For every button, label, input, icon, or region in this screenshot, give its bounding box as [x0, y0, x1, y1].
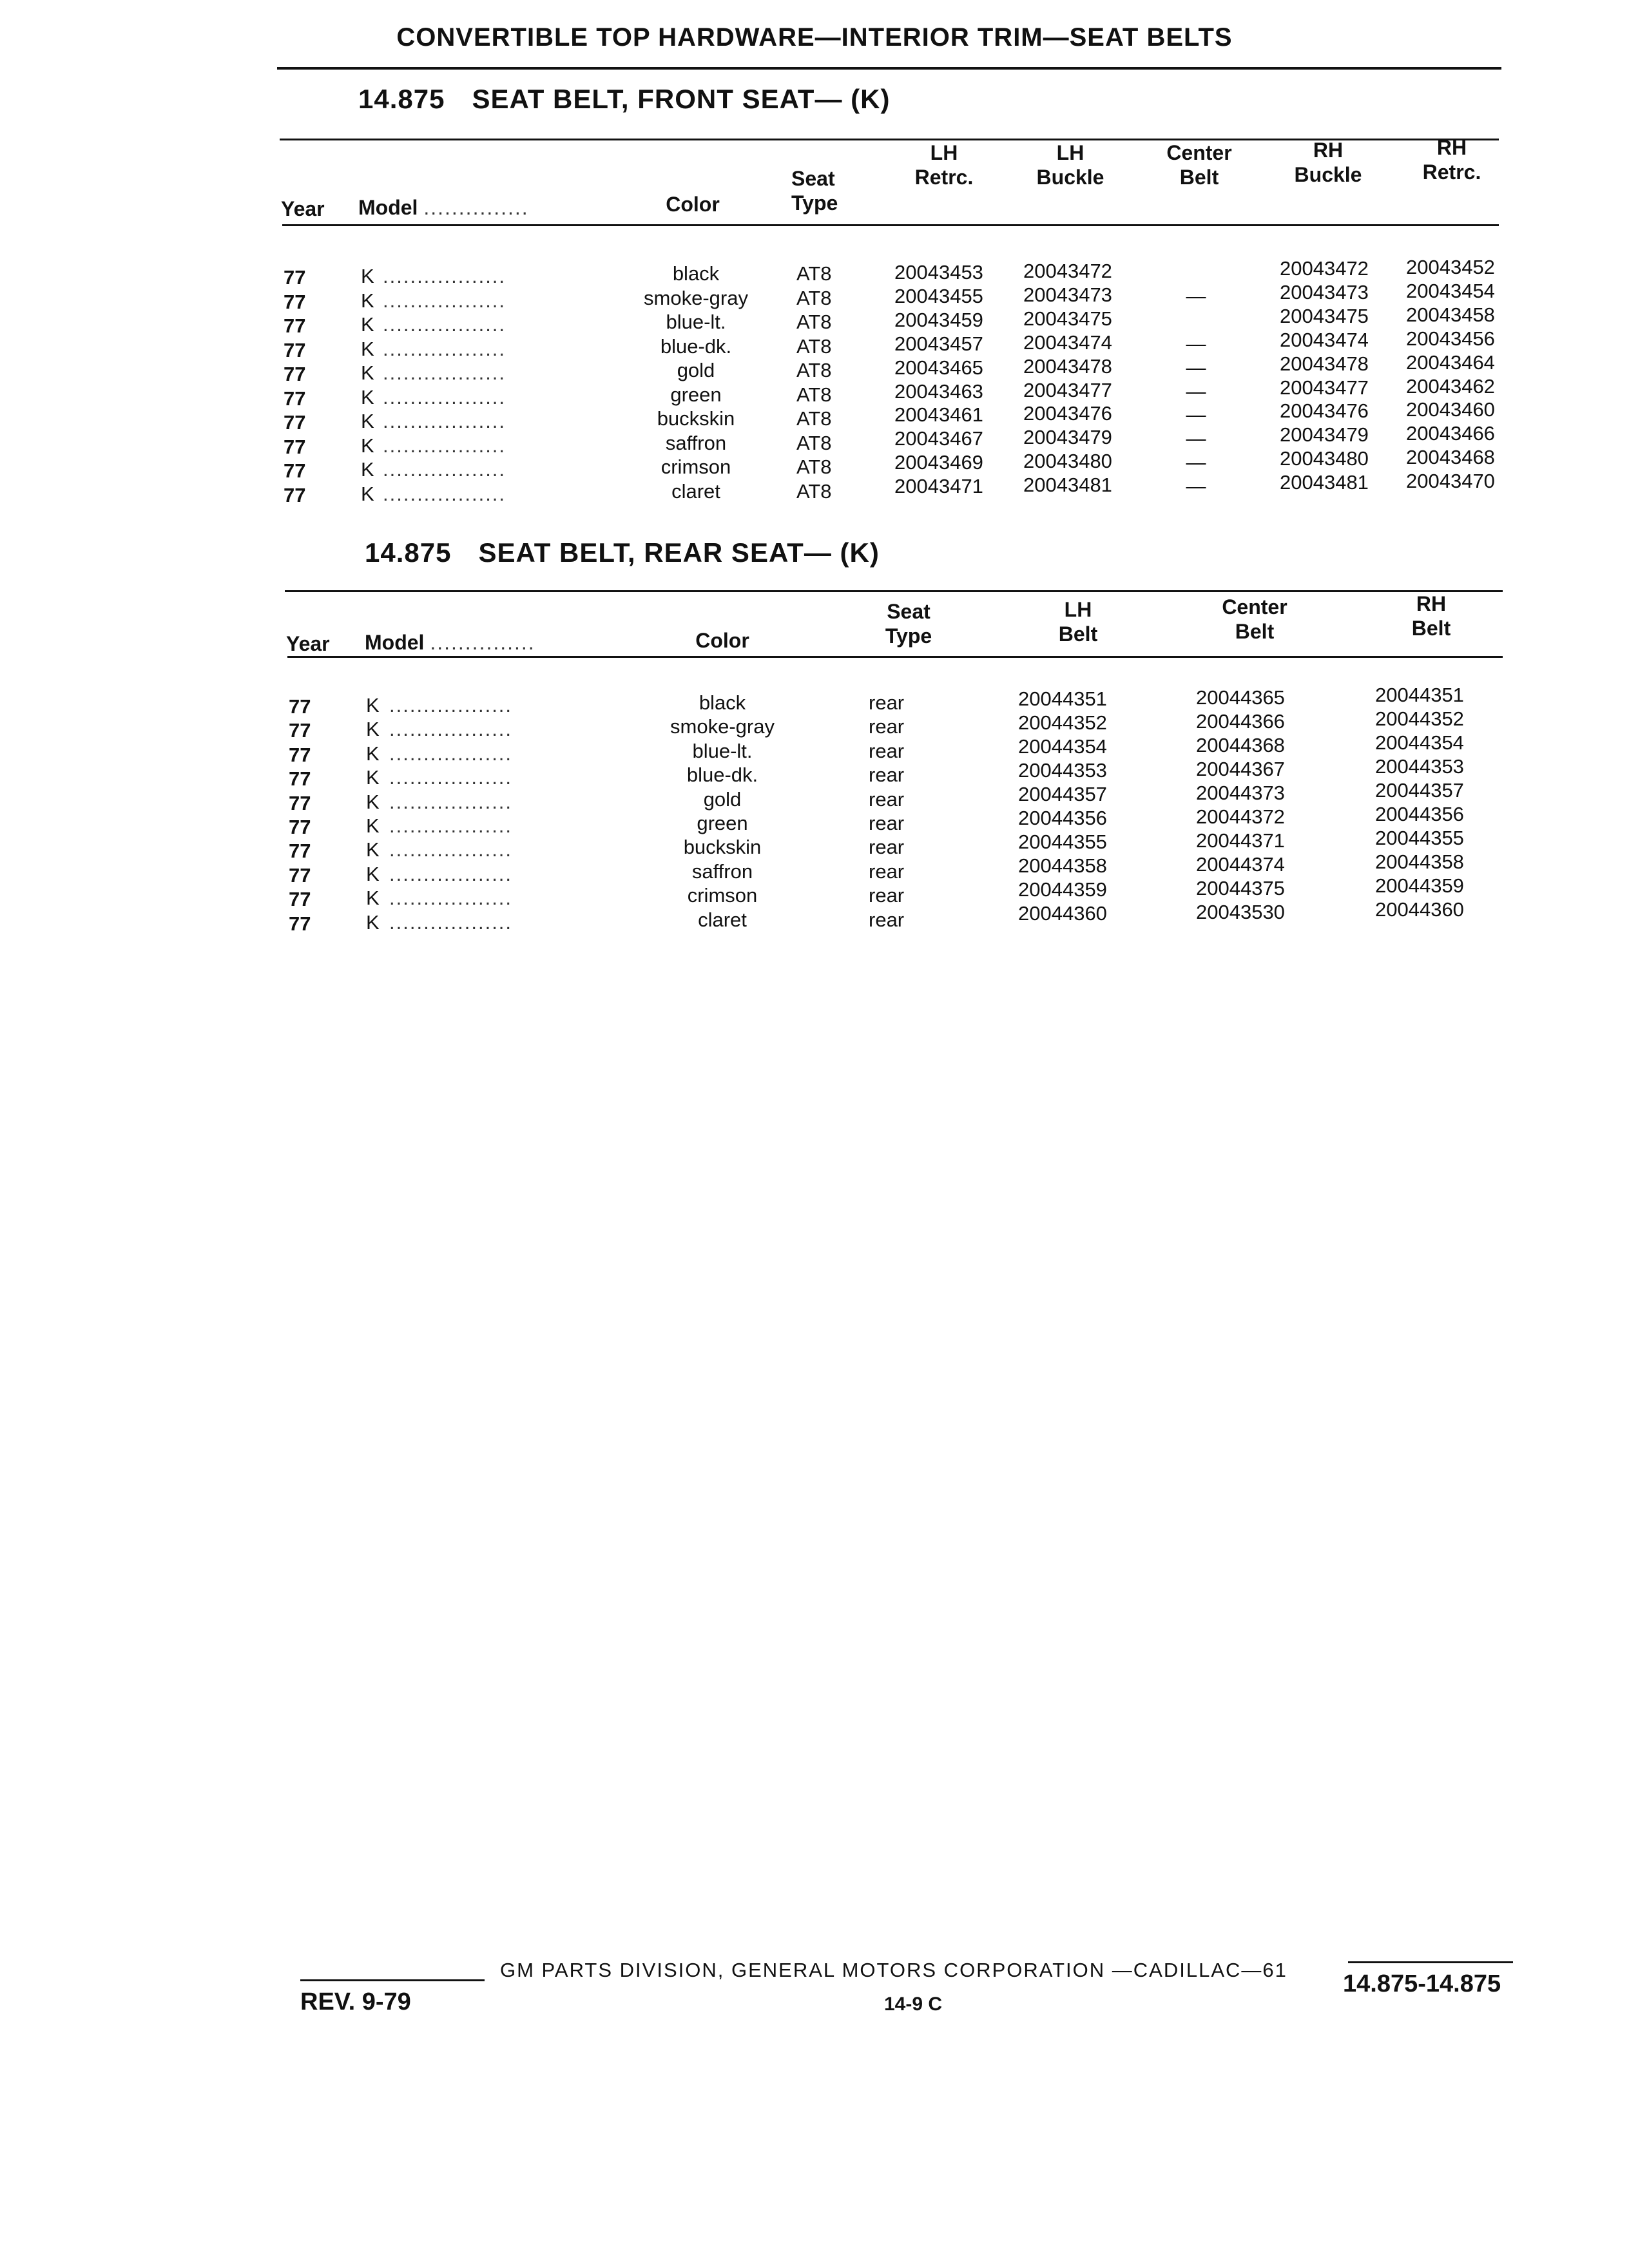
front-row-lh-retrc: 20043471 — [894, 475, 983, 498]
leader-dots: .................. — [389, 718, 513, 741]
front-row-seat-type: AT8 — [796, 359, 832, 381]
front-row-year: 77 — [284, 411, 306, 434]
front-header-lh-retrc-2: Retrc. — [914, 166, 974, 189]
rear-header-seat: Seat — [887, 600, 930, 623]
footer-page-code: 14-9 C — [884, 1994, 943, 2015]
front-row-rh-retrc: 20043454 — [1406, 279, 1495, 302]
front-header-lh-retrc — [902, 140, 986, 189]
leader-dots: .................. — [383, 434, 506, 457]
rear-row-seat-type: rear — [869, 884, 905, 907]
rear-row-model: K — [366, 887, 380, 910]
front-header-rh-buckle-1: RH — [1313, 139, 1344, 162]
leader-dots: .................. — [383, 289, 506, 312]
front-header-center-belt-1: Center — [1166, 141, 1232, 164]
front-row-seat-type: AT8 — [796, 262, 832, 285]
rear-row-lh-belt: 20044357 — [1018, 783, 1107, 805]
rear-row-center-belt: 20044366 — [1196, 710, 1285, 733]
front-row-year: 77 — [284, 387, 306, 410]
front-row-model: K — [361, 361, 374, 384]
leader-dots: .................. — [383, 482, 506, 505]
front-row-seat-type: AT8 — [796, 407, 832, 430]
front-row-color: green — [670, 383, 722, 406]
front-header-lh-retrc-1: LH — [930, 141, 958, 164]
rear-row-lh-belt: 20044354 — [1018, 735, 1107, 758]
rear-section-number: 14.875 — [365, 537, 452, 568]
rear-row-year: 77 — [289, 863, 311, 887]
rear-row-model: K — [366, 790, 380, 813]
rear-row-model: K — [366, 862, 380, 885]
front-row-lh-buckle: 20043477 — [1023, 378, 1112, 401]
rear-row-color: black — [699, 691, 746, 714]
rear-row-lh-belt: 20044356 — [1018, 807, 1107, 829]
front-row-lh-buckle: 20043479 — [1023, 426, 1112, 449]
rear-header-center-belt-1: Center — [1222, 595, 1287, 619]
front-row-seat-type: AT8 — [796, 456, 832, 478]
leader-dots: .................. — [383, 337, 506, 360]
front-row-seat-type: AT8 — [796, 286, 832, 309]
rear-row-model: K — [366, 838, 380, 861]
front-row-model: K — [361, 337, 374, 360]
front-header-type: Type — [791, 191, 838, 215]
rear-row-rh-belt: 20044353 — [1375, 755, 1464, 778]
front-row-center-belt: — — [1186, 380, 1206, 403]
front-row-model: K — [361, 385, 374, 408]
rear-row-model: K — [366, 910, 380, 934]
front-row-model: K — [361, 458, 374, 481]
rear-row-seat-type: rear — [869, 787, 905, 811]
leader-dots: .................. — [389, 742, 513, 765]
front-row-year: 77 — [284, 483, 306, 506]
rear-row-model: K — [366, 766, 380, 789]
page-title: CONVERTIBLE TOP HARDWARE—INTERIOR TRIM—SEAT BELTS — [396, 23, 1233, 52]
front-row-rh-buckle: 20043481 — [1280, 471, 1369, 494]
front-row-lh-retrc: 20043457 — [894, 332, 983, 355]
leader-dots: .................. — [383, 313, 506, 336]
front-row-rh-retrc: 20043470 — [1406, 470, 1495, 493]
rear-row-rh-belt: 20044358 — [1375, 850, 1464, 873]
front-row-lh-retrc: 20043463 — [894, 380, 983, 403]
front-row-year: 77 — [284, 459, 306, 482]
rear-header-center-belt — [1213, 595, 1296, 644]
rear-row-color: saffron — [691, 860, 753, 883]
front-row-lh-buckle: 20043474 — [1023, 331, 1112, 354]
rear-row-rh-belt: 20044352 — [1375, 707, 1464, 730]
rear-row-seat-type: rear — [869, 860, 905, 883]
front-row-rh-buckle: 20043478 — [1280, 352, 1369, 375]
rear-row-color: gold — [703, 787, 742, 811]
front-row-rh-buckle: 20043479 — [1280, 423, 1369, 447]
front-row-rh-retrc: 20043452 — [1406, 256, 1495, 278]
rear-row-seat-type: rear — [869, 715, 905, 738]
rear-row-seat-type: rear — [869, 764, 905, 787]
leader-dots: .................. — [389, 790, 513, 813]
rear-header-model-label: Model — [365, 631, 425, 654]
rear-row-year: 77 — [289, 719, 311, 742]
footer-publisher: GM PARTS DIVISION, GENERAL MOTORS CORPORATION —CADILLAC—61 — [500, 1959, 1287, 1981]
front-row-color: gold — [677, 359, 715, 381]
front-row-color: blue-lt. — [666, 311, 726, 333]
rear-row-color: claret — [698, 908, 747, 931]
front-row-rh-retrc: 20043466 — [1406, 422, 1495, 445]
front-row-seat-type: AT8 — [796, 431, 832, 454]
rear-header-color: Color — [695, 629, 749, 652]
front-row-model: K — [361, 265, 374, 287]
front-row-rh-retrc: 20043462 — [1406, 374, 1495, 398]
rear-header-rh-belt-1: RH — [1416, 592, 1447, 615]
footer-revision: REV. 9-79 — [300, 1988, 411, 2015]
rear-row-color: smoke-gray — [670, 715, 775, 738]
rear-row-center-belt: 20044373 — [1196, 782, 1285, 804]
rear-section-name: SEAT BELT, REAR SEAT— (K) — [478, 537, 880, 568]
rear-row-color: blue-lt. — [692, 739, 753, 762]
front-row-rh-buckle: 20043475 — [1280, 304, 1369, 327]
front-row-model: K — [361, 313, 374, 336]
rear-row-center-belt: 20044375 — [1196, 877, 1285, 899]
leader-dots: .................. — [383, 385, 506, 408]
rear-row-year: 77 — [289, 695, 311, 718]
front-row-model: K — [361, 434, 374, 457]
leader-dots: .................. — [389, 887, 513, 910]
front-row-rh-buckle: 20043472 — [1280, 257, 1369, 280]
rear-row-center-belt: 20044365 — [1196, 686, 1285, 709]
front-header-lh-buckle-1: LH — [1056, 141, 1084, 164]
front-row-year: 77 — [284, 266, 306, 289]
rear-header-top-rule — [285, 590, 1503, 592]
front-row-model: K — [361, 289, 374, 312]
rear-row-color: crimson — [687, 884, 758, 907]
front-row-center-belt: — — [1186, 332, 1206, 355]
front-row-lh-retrc: 20043469 — [894, 451, 983, 474]
front-row-center-belt: — — [1186, 356, 1206, 379]
front-row-rh-retrc: 20043456 — [1406, 327, 1495, 350]
rear-row-rh-belt: 20044354 — [1375, 731, 1464, 754]
rear-row-center-belt: 20044371 — [1196, 829, 1285, 852]
front-header-color: Color — [666, 193, 720, 216]
rear-row-rh-belt: 20044359 — [1375, 874, 1464, 897]
rear-row-lh-belt: 20044358 — [1018, 854, 1107, 877]
front-header-year: Year — [281, 197, 325, 220]
rear-row-year: 77 — [289, 888, 311, 911]
front-row-year: 77 — [284, 363, 306, 385]
rear-row-year: 77 — [289, 912, 311, 935]
front-row-rh-buckle: 20043474 — [1280, 328, 1369, 351]
leader-dots: .................. — [389, 814, 513, 837]
rear-row-lh-belt: 20044360 — [1018, 902, 1107, 925]
front-row-color: crimson — [660, 456, 731, 478]
front-header-rh-retrc-1: RH — [1436, 136, 1467, 159]
rear-row-rh-belt: 20044355 — [1375, 827, 1464, 849]
rear-header-lh-belt — [1036, 597, 1120, 646]
leader-dots: .................. — [383, 361, 506, 384]
front-row-year: 77 — [284, 435, 306, 458]
front-row-year: 77 — [284, 338, 306, 361]
front-row-seat-type: AT8 — [796, 311, 832, 333]
front-row-rh-buckle: 20043477 — [1280, 376, 1369, 399]
rear-header-lh-belt-2: Belt — [1058, 622, 1098, 646]
front-header-rh-retrc — [1410, 135, 1494, 184]
front-row-year: 77 — [284, 314, 306, 337]
front-header-seat: Seat — [791, 167, 835, 190]
front-row-color: saffron — [665, 431, 727, 454]
leader-dots: .................. — [389, 910, 513, 934]
front-header-bottom-rule — [282, 224, 1499, 226]
front-header-center-belt — [1157, 140, 1241, 189]
rear-row-model: K — [366, 742, 380, 765]
front-row-lh-retrc: 20043461 — [894, 403, 983, 427]
rear-header-lh-belt-1: LH — [1064, 598, 1092, 621]
front-header-lh-buckle-2: Buckle — [1036, 166, 1104, 189]
front-header-lh-buckle — [1028, 140, 1112, 189]
leader-dots: .................. — [389, 838, 513, 861]
front-header-rh-buckle — [1286, 138, 1370, 187]
rear-row-model: K — [366, 814, 380, 837]
front-row-lh-buckle: 20043475 — [1023, 307, 1112, 330]
front-row-seat-type: AT8 — [796, 383, 832, 406]
rear-header-model — [365, 630, 535, 655]
rear-row-seat-type: rear — [869, 739, 905, 762]
rear-header-seat-type — [867, 599, 950, 648]
front-row-rh-retrc: 20043464 — [1406, 351, 1495, 374]
leader-dots: .................. — [383, 458, 506, 481]
rear-row-lh-belt: 20044359 — [1018, 878, 1107, 901]
rear-row-seat-type: rear — [869, 908, 905, 931]
rear-header-year: Year — [286, 632, 330, 655]
rear-row-seat-type: rear — [869, 836, 905, 859]
rear-row-model: K — [366, 718, 380, 741]
front-row-lh-buckle: 20043476 — [1023, 402, 1112, 425]
rear-section-title — [365, 537, 880, 568]
rear-row-lh-belt: 20044355 — [1018, 831, 1107, 853]
rear-row-lh-belt: 20044351 — [1018, 687, 1107, 710]
front-row-lh-retrc: 20043453 — [894, 261, 983, 284]
front-section-title — [358, 84, 890, 115]
front-header-center-belt-2: Belt — [1179, 166, 1219, 189]
front-header-model-dots: ............... — [423, 196, 529, 219]
rear-header-model-dots: ............... — [430, 631, 535, 654]
rear-row-center-belt: 20044368 — [1196, 734, 1285, 756]
rear-row-center-belt: 20044372 — [1196, 805, 1285, 828]
front-row-center-belt: — — [1186, 284, 1206, 307]
rear-row-lh-belt: 20044353 — [1018, 759, 1107, 782]
front-row-lh-buckle: 20043473 — [1023, 283, 1112, 306]
front-row-center-belt: — — [1186, 451, 1206, 474]
rear-header-center-belt-2: Belt — [1235, 620, 1275, 643]
front-row-model: K — [361, 410, 374, 432]
rear-row-year: 77 — [289, 767, 311, 791]
rear-row-color: buckskin — [683, 836, 762, 859]
footer-range: 14.875-14.875 — [1343, 1970, 1501, 1997]
front-row-year: 77 — [284, 290, 306, 313]
front-row-center-belt: — — [1186, 475, 1206, 498]
rear-row-model: K — [366, 694, 380, 716]
front-row-lh-buckle: 20043480 — [1023, 450, 1112, 473]
front-header-rh-retrc-2: Retrc. — [1422, 160, 1481, 184]
rear-row-center-belt: 20043530 — [1196, 901, 1285, 923]
leader-dots: .................. — [389, 862, 513, 885]
front-row-lh-retrc: 20043467 — [894, 427, 983, 450]
front-section-name: SEAT BELT, FRONT SEAT— (K) — [472, 84, 891, 114]
leader-dots: .................. — [383, 410, 506, 432]
rear-row-year: 77 — [289, 743, 311, 766]
front-row-rh-retrc: 20043468 — [1406, 446, 1495, 469]
rear-row-rh-belt: 20044357 — [1375, 779, 1464, 802]
rear-header-type: Type — [885, 624, 932, 648]
rear-row-color: blue-dk. — [686, 764, 758, 787]
rear-row-year: 77 — [289, 840, 311, 863]
front-row-color: claret — [671, 479, 720, 503]
rear-header-rh-belt-2: Belt — [1411, 617, 1451, 640]
rear-row-rh-belt: 20044356 — [1375, 803, 1464, 825]
rear-row-seat-type: rear — [869, 691, 905, 714]
front-row-rh-buckle: 20043473 — [1280, 280, 1369, 303]
front-row-seat-type: AT8 — [796, 334, 832, 358]
front-row-lh-buckle: 20043478 — [1023, 354, 1112, 378]
front-row-rh-retrc: 20043458 — [1406, 303, 1495, 326]
front-row-color: smoke-gray — [644, 286, 748, 309]
front-row-lh-retrc: 20043465 — [894, 356, 983, 379]
front-row-rh-retrc: 20043460 — [1406, 398, 1495, 421]
footer-left-rule — [300, 1979, 485, 1981]
leader-dots: .................. — [383, 265, 506, 287]
front-header-model — [358, 195, 529, 220]
rear-row-rh-belt: 20044360 — [1375, 898, 1464, 921]
leader-dots: .................. — [389, 766, 513, 789]
front-row-color: blue-dk. — [660, 334, 732, 358]
rear-row-center-belt: 20044367 — [1196, 758, 1285, 780]
front-row-lh-retrc: 20043459 — [894, 308, 983, 331]
rear-header-bottom-rule — [287, 656, 1503, 658]
rear-header-rh-belt — [1389, 591, 1473, 640]
rear-row-center-belt: 20044374 — [1196, 853, 1285, 876]
rear-row-seat-type: rear — [869, 812, 905, 834]
rear-row-year: 77 — [289, 816, 311, 838]
front-row-center-belt: — — [1186, 427, 1206, 450]
front-section-number: 14.875 — [358, 84, 445, 114]
front-row-color: buckskin — [657, 407, 735, 430]
rear-row-rh-belt: 20044351 — [1375, 684, 1464, 706]
leader-dots: .................. — [389, 694, 513, 716]
footer-right-rule-top — [1348, 1961, 1513, 1963]
front-row-lh-buckle: 20043472 — [1023, 260, 1112, 282]
front-row-color: black — [672, 262, 720, 285]
front-row-lh-retrc: 20043455 — [894, 284, 983, 307]
front-header-seat-type — [791, 166, 838, 215]
front-row-lh-buckle: 20043481 — [1023, 474, 1112, 497]
rear-row-lh-belt: 20044352 — [1018, 711, 1107, 734]
rear-row-year: 77 — [289, 791, 311, 814]
front-row-rh-buckle: 20043480 — [1280, 447, 1369, 470]
front-row-model: K — [361, 482, 374, 505]
front-row-center-belt: — — [1186, 403, 1206, 427]
front-row-rh-buckle: 20043476 — [1280, 399, 1369, 423]
front-row-seat-type: AT8 — [796, 479, 832, 503]
rear-row-color: green — [697, 812, 748, 834]
front-header-model-label: Model — [358, 196, 418, 219]
front-header-rh-buckle-2: Buckle — [1294, 163, 1362, 186]
title-rule — [277, 67, 1501, 70]
